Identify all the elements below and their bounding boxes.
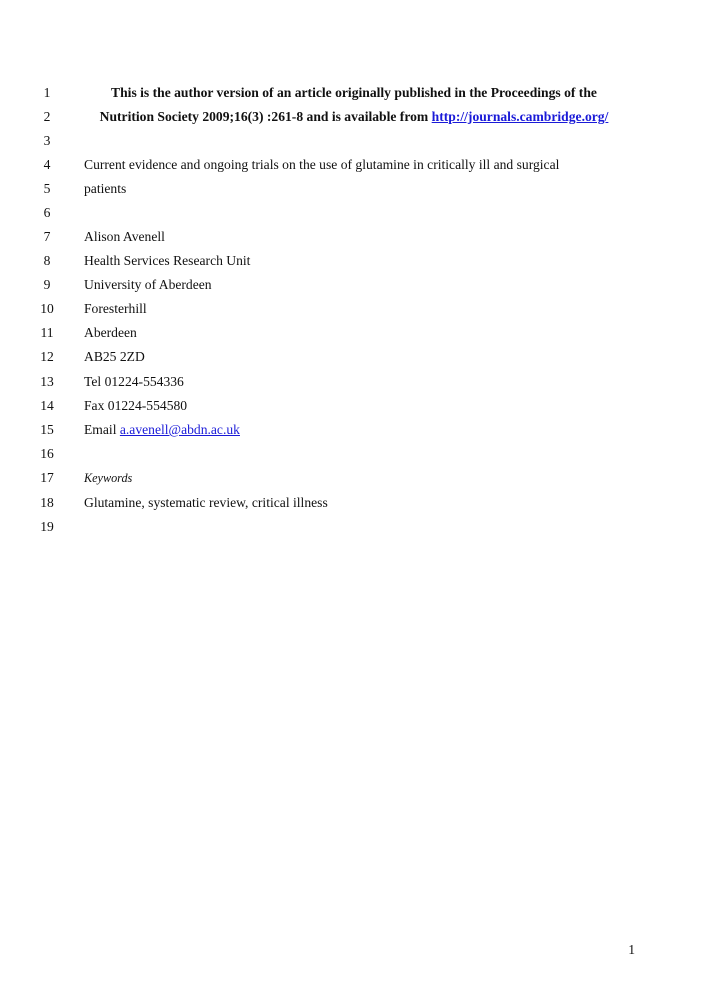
line-number: 7	[43, 229, 51, 244]
line-2	[0, 105, 707, 129]
line-6	[0, 201, 707, 225]
line-16	[0, 442, 707, 466]
line-number: 1	[43, 85, 51, 100]
line-number: 6	[43, 205, 51, 220]
line-number: 5	[43, 181, 51, 196]
line-1	[0, 81, 707, 105]
line-4	[0, 153, 707, 177]
article-title-line-2: patients	[84, 181, 127, 196]
line-9	[0, 273, 707, 297]
page-number: 1	[628, 942, 635, 957]
header-line-2	[84, 105, 624, 129]
line-number: 11	[40, 325, 54, 340]
line-number: 13	[40, 374, 54, 389]
line-number: 16	[40, 446, 54, 461]
author-unit: Health Services Research Unit	[84, 253, 251, 268]
line-number: 2	[43, 109, 51, 124]
line-12	[0, 345, 707, 369]
header-line-2-text: Nutrition Society 2009;16(3) :261-8 and is available from	[99, 109, 432, 124]
line-19	[0, 515, 707, 539]
author-fax: Fax 01224-554580	[84, 398, 188, 413]
email-link[interactable]: a.avenell@abdn.ac.uk	[119, 422, 240, 437]
line-number: 15	[40, 422, 54, 437]
line-3	[0, 129, 707, 153]
line-number: 9	[43, 277, 51, 292]
keywords-heading: Keywords	[84, 471, 133, 485]
email-label: Email	[84, 422, 120, 437]
line-number: 17	[40, 470, 54, 485]
line-18	[0, 491, 707, 515]
line-17	[0, 466, 707, 490]
line-7	[0, 225, 707, 249]
line-15	[0, 418, 707, 442]
line-number: 4	[43, 157, 51, 172]
article-title-line-1: Current evidence and ongoing trials on the use of glutamine in critically ill and surgical	[84, 157, 560, 172]
line-11	[0, 321, 707, 345]
journal-link[interactable]: http://journals.cambridge.org/	[431, 109, 609, 124]
author-postcode: AB25 2ZD	[84, 349, 145, 364]
author-university: University of Aberdeen	[84, 277, 212, 292]
author-email-line	[84, 418, 240, 442]
line-number: 19	[40, 519, 54, 534]
line-5	[0, 177, 707, 201]
author-tel: Tel 01224-554336	[84, 374, 184, 389]
author-site: Foresterhill	[84, 301, 147, 316]
line-13	[0, 370, 707, 394]
line-10	[0, 297, 707, 321]
line-14	[0, 394, 707, 418]
line-number: 3	[43, 133, 51, 148]
line-number: 8	[43, 253, 51, 268]
author-name: Alison Avenell	[84, 229, 165, 244]
keywords-list: Glutamine, systematic review, critical illness	[84, 495, 328, 510]
line-number: 12	[40, 349, 54, 364]
line-8	[0, 249, 707, 273]
line-number: 10	[40, 301, 54, 316]
author-city: Aberdeen	[84, 325, 137, 340]
line-number: 18	[40, 495, 54, 510]
line-number: 14	[40, 398, 54, 413]
header-line-1: This is the author version of an article originally published in the Proceedings of the	[111, 85, 597, 100]
